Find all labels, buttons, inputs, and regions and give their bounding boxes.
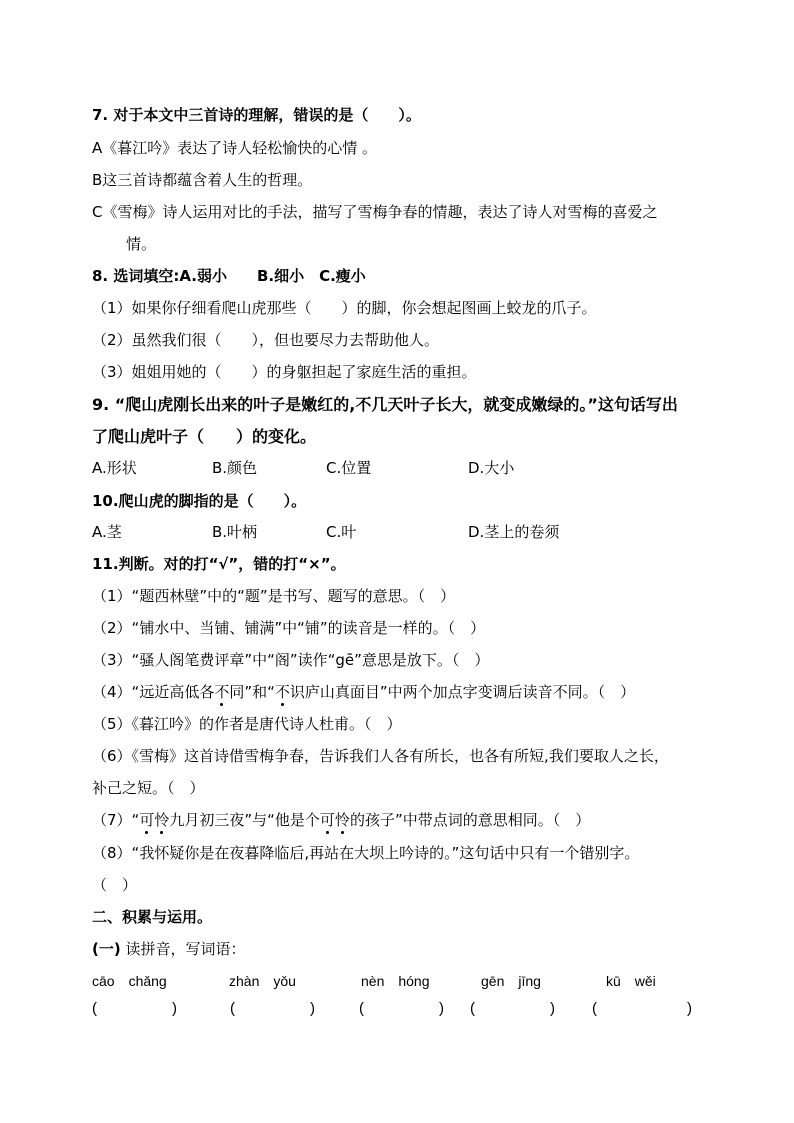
q11-item-5: （5）《暮江吟》的作者是唐代诗人杜甫。（ ） (92, 715, 402, 733)
answer-blank-2[interactable]: ( ) (230, 1000, 315, 1017)
q11-item-7 (92, 810, 590, 830)
q8-item-1: （1）如果你仔细看爬山虎那些（ ）的脚，你会想起图画上蛟龙的爪子。 (92, 299, 597, 317)
q11-item-7-part-b: 九月初三夜”与“他是个 (169, 811, 320, 829)
q8-item-2: （2）虽然我们很（ ），但也要尽力去帮助他人。 (92, 331, 440, 349)
q11-item-4-part-b: 同”和“ (229, 683, 275, 701)
answer-blank-4[interactable]: ( ) (470, 1000, 555, 1017)
q10-option-b: B.叶柄 (212, 523, 258, 541)
pinyin-4: gēn jīng (481, 973, 541, 989)
q11-item-1: （1）“题西林壁”中的“题”是书写、题写的意思。（ ） (92, 587, 456, 605)
q11-item-7-part-c: 的孩子”中带点词的意思相同。（ ） (349, 811, 591, 829)
q11-item-8-line2: （ ） (92, 876, 138, 894)
q10-option-c: C.叶 (326, 523, 357, 541)
q11-item-6-line2: 补己之短。（ ） (92, 779, 205, 797)
pinyin-1: cāo chǎng (92, 973, 167, 989)
subsection-number: (一) (92, 940, 121, 958)
q11-item-4 (92, 682, 635, 702)
q11-item-2: （2）“铺水中、当铺、铺满”中“铺”的读音是一样的。（ ） (92, 619, 486, 637)
pinyin-2: zhàn yǒu (229, 973, 296, 989)
q7-option-a: A《暮江吟》表达了诗人轻松愉快的心情 。 (92, 139, 378, 157)
q11-stem: 11.判断。对的打“√”，错的打“×”。 (92, 555, 346, 573)
q9-stem-line2: 了爬山虎叶子（ ）的变化。 (92, 427, 317, 446)
q7-option-c-line1: C《雪梅》诗人运用对比的手法，描写了雪梅争春的情趣，表达了诗人对雪梅的喜爱之 (92, 203, 658, 221)
answer-blank-1[interactable]: ( ) (92, 1000, 177, 1017)
q9-option-a: A.形状 (92, 459, 137, 477)
dotted-character: 怜 (334, 811, 350, 829)
section-2-subheading (92, 939, 246, 959)
q11-item-3: （3）“骚人阁笔费评章”中“阁”读作“gē”意思是放下。（ ） (92, 651, 490, 669)
q10-stem: 10.爬山虎的脚指的是（ ）。 (92, 492, 307, 510)
q8-item-3: （3）姐姐用她的（ ）的身躯担起了家庭生活的重担。 (92, 363, 477, 381)
q11-item-4-part-c: 识庐山真面目”中两个加点字变调后读音不同。（ ） (289, 683, 636, 701)
subsection-instruction: 读拼音，写词语： (125, 940, 246, 958)
q7-stem: 7. 对于本文中三首诗的理解，错误的是（ ）。 (92, 106, 421, 124)
pinyin-5: kū wěi (606, 973, 656, 989)
q7-option-c-line2: 情。 (126, 235, 157, 253)
q10-option-d: D.茎上的卷须 (468, 523, 560, 541)
q9-option-d: D.大小 (468, 459, 515, 477)
dotted-character: 怜 (154, 811, 170, 829)
dotted-character: 不 (214, 683, 230, 701)
dotted-character: 不 (274, 683, 290, 701)
q11-item-6-line1: （6）《雪梅》这首诗借雪梅争春，告诉我们人各有所长，也各有所短,我们要取人之长， (92, 747, 669, 765)
q11-item-7-part-a: （7）“ (92, 811, 140, 829)
q8-stem: 8. 选词填空:A.弱小 B.细小 C.瘦小 (92, 267, 366, 285)
q11-item-4-part-a: （4）“远近高低各 (92, 683, 215, 701)
section-2-title: 二、积累与运用。 (92, 908, 213, 926)
q10-option-a: A.茎 (92, 523, 122, 541)
q9-option-c: C.位置 (326, 459, 372, 477)
q9-stem-line1: 9. “爬山虎刚长出来的叶子是嫩红的,不几天叶子长大，就变成嫩绿的。”这句话写出 (92, 395, 678, 414)
q11-item-8-line1: （8）“我怀疑你是在夜暮降临后,再站在大坝上吟诗的。”这句话中只有一个错别字。 (92, 844, 640, 862)
answer-blank-3[interactable]: ( ) (359, 1000, 444, 1017)
dotted-character: 可 (139, 811, 155, 829)
q9-option-b: B.颜色 (212, 459, 258, 477)
pinyin-3: nèn hóng (361, 973, 430, 989)
dotted-character: 可 (319, 811, 335, 829)
answer-blank-5[interactable]: ( ) (592, 1000, 692, 1017)
q7-option-b: B这三首诗都蕴含着人生的哲理。 (92, 171, 313, 189)
